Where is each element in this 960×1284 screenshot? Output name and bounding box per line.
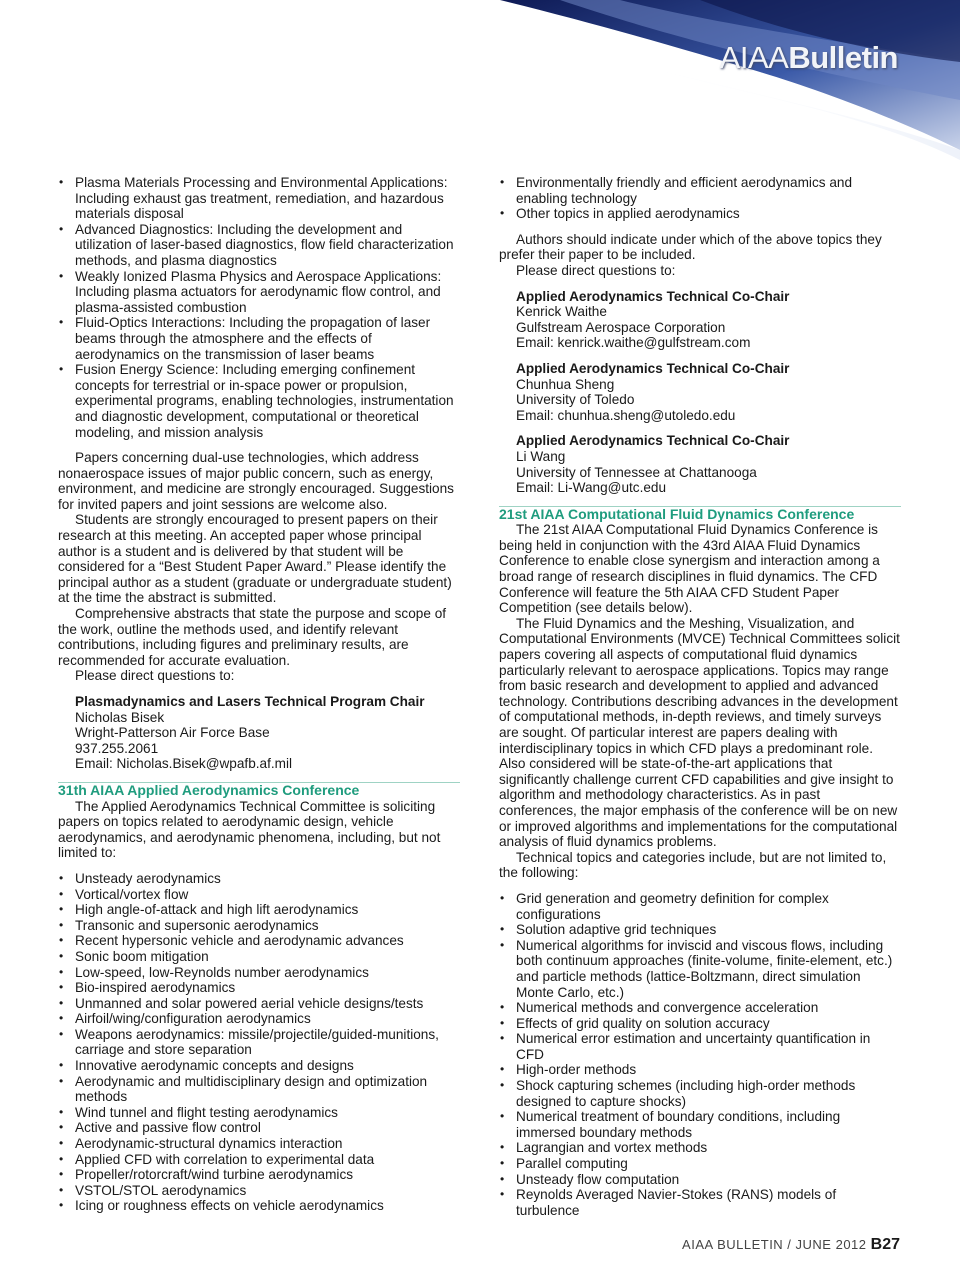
list-item: • Numerical methods and convergence acceleration [499,1000,901,1016]
list-item: • Fluid-Optics Interactions: Including the propagation of laser beams through the atmosphere and the effects of aerodynamics on the transmission of laser beams [58,315,460,362]
list-item: • Numerical algorithms for inviscid and viscous flows, including both continuum approaches (finite-volume, finite-element, etc.) and particle methods (lattice-Boltzmann, direct simulation Monte Carlo, etc.) [499,938,901,1000]
list-item: • Aerodynamic-structural dynamics interaction [58,1136,460,1152]
right-column [499,175,901,1218]
list-item: • Weapons aerodynamics: missile/projectile/guided-munitions, carriage and store separation [58,1027,460,1058]
contact-email[interactable]: Email: Nicholas.Bisek@wpafb.af.mil [75,756,293,772]
list-item: • Innovative aerodynamic concepts and designs [58,1058,460,1074]
paragraph: Please direct questions to: [75,668,235,684]
brand-title [720,40,898,76]
plasma-topics-list [58,175,460,440]
list-item: • Lagrangian and vortex methods [499,1140,901,1156]
contact-email[interactable]: Email: chunhua.sheng@utoledo.edu [516,407,736,423]
list-item: • Reynolds Averaged Navier-Stokes (RANS) models of turbulence [499,1187,901,1218]
brand-prefix: AIAA [719,40,789,75]
list-item: • Transonic and supersonic aerodynamics [58,918,460,934]
contact-block [499,361,901,423]
list-item: • Unsteady flow computation [499,1172,901,1188]
page-header [0,0,960,160]
list-item: • Recent hypersonic vehicle and aerodynamic advances [58,933,460,949]
list-item: • Environmentally friendly and efficient aerodynamics and enabling technology [499,175,901,206]
list-item: • High angle-of-attack and high lift aerodynamics [58,902,460,918]
list-item: • Icing or roughness effects on vehicle aerodynamics [58,1198,460,1214]
contact-block [499,289,901,351]
paragraph: Authors should indicate under which of the above topics they prefer their paper to be included. [499,231,882,263]
header-swoosh-graphic [0,0,960,160]
list-item: • Wind tunnel and flight testing aerodynamics [58,1105,460,1121]
list-item: • Bio-inspired aerodynamics [58,980,460,996]
contact-name: Kenrick Waithe [516,304,607,320]
list-item: • Fusion Energy Science: Including emerging confinement concepts for terrestrial or in-space power or propulsion, experimental programs, enabling technologies, instrumentation and diagnostic development, computational or theoretical modeling, and mission analysis [58,362,460,440]
left-column [58,175,460,1214]
contact-email[interactable]: Email: Li-Wang@utc.edu [516,480,667,496]
contact-name: Nicholas Bisek [75,709,165,725]
list-item: • Grid generation and geometry definition for complex configurations [499,891,901,922]
contact-org: University of Tennessee at Chattanooga [516,464,757,480]
brand-suffix: Bulletin [788,40,898,75]
issue-label: AIAA BULLETIN / JUNE 2012 [682,1237,867,1252]
paragraph: The Applied Aerodynamics Technical Committee is soliciting papers on topics related to aerodynamic design, vehicle aerodynamics, and aerodynamic phenomena, including, but not limited to: [58,798,441,861]
list-item: • Weakly Ionized Plasma Physics and Aerospace Applications: Including plasma actuators for aerodynamic flow control, and plasma-assisted combustion [58,269,460,316]
paragraph: Comprehensive abstracts that state the purpose and scope of the work, outline the methods used, and identify relevant contributions, including figures and preliminary results, are recommended for accurate evaluation. [58,606,447,668]
list-item: • Solution adaptive grid techniques [499,922,901,938]
list-item: • Unmanned and solar powered aerial vehicle designs/tests [58,996,460,1012]
list-item: • Vortical/vortex flow [58,887,460,903]
list-item: • VSTOL/STOL aerodynamics [58,1183,460,1199]
contact-email[interactable]: Email: kenrick.waithe@gulfstream.com [516,335,751,351]
aerodynamics-topics-list [58,871,460,1214]
paragraph: Technical topics and categories include, but are not limited to, the following: [499,849,887,881]
page-number: B27 [870,1236,900,1253]
list-item: • High-order methods [499,1062,901,1078]
contact-org: Gulfstream Aerospace Corporation [516,319,726,335]
contact-role: Applied Aerodynamics Technical Co-Chair [516,360,790,376]
list-item: • Unsteady aerodynamics [58,871,460,887]
cfd-topics-list [499,891,901,1218]
paragraph: Please direct questions to: [516,262,676,278]
contact-name: Chunhua Sheng [516,376,615,392]
contact-org: Wright-Patterson Air Force Base [75,725,270,741]
list-item: • Applied CFD with correlation to experimental data [58,1152,460,1168]
contact-role: Plasmadynamics and Lasers Technical Program Chair [75,694,425,709]
list-item: • Numerical treatment of boundary conditions, including immersed boundary methods [499,1109,901,1140]
contact-role: Applied Aerodynamics Technical Co-Chair [516,288,790,304]
list-item: • Parallel computing [499,1156,901,1172]
paragraph: The Fluid Dynamics and the Meshing, Visualization, and Computational Environments (MVCE) Technical Committees solicit papers covering all aspects of computational fluid dynamics particularly relevant to aerospace applications. Topics may range from basic research and development to applied and advanced technology. Contributions describing advances in the development of computational methods, in-depth reviews, and timely surveys are sought. Of particular interest are papers dealing with interdisciplinary topics in which CFD plays a predominant role. Also considered will be state-of-the-art applications that significantly challenge current CFD capabilities and give insight to algorithm and methodology characteristics. As in past conferences, the major emphasis of the conference will be on new or improved algorithms and implementations for the computational analysis of fluid dynamics problems. [499,615,900,850]
paragraph: Papers concerning dual-use technologies, which address nonaerospace issues of major public concern, such as energy, environment, and medicine are strongly encouraged. Suggestions for invited papers and joint sessions are welcome also. [58,450,454,512]
list-item: • Plasma Materials Processing and Environmental Applications: Including exhaust gas treatment, remediation, and hazardous materials disposal [58,175,460,222]
list-item: • Advanced Diagnostics: Including the development and utilization of laser-based diagnostics, flow field characterization methods, and plasma diagnostics [58,222,460,269]
list-item: • Airfoil/wing/configuration aerodynamics [58,1011,460,1027]
aerodynamics-topics-continued-list [499,175,901,222]
list-item: • Shock capturing schemes (including high-order methods designed to capture shocks) [499,1078,901,1109]
paragraph: The 21st AIAA Computational Fluid Dynamics Conference is being held in conjunction with the 43rd AIAA Fluid Dynamics Conference to enable close synergism and interaction among a broad range of research disciplines in fluid dynamics. The CFD Conference will feature the 5th AIAA CFD Student Paper Competition (see details below). [499,522,880,616]
contact-phone: 937.255.2061 [75,740,159,756]
page-footer [682,1236,900,1254]
list-item: • Other topics in applied aerodynamics [499,206,901,222]
list-item: • Low-speed, low-Reynolds number aerodynamics [58,965,460,981]
list-item: • Aerodynamic and multidisciplinary design and optimization methods [58,1074,460,1105]
contact-block [499,433,901,495]
list-item: • Effects of grid quality on solution accuracy [499,1016,901,1032]
section-heading: 31th AIAA Applied Aerodynamics Conference [58,782,460,799]
contact-block [58,694,460,772]
list-item: • Propeller/rotorcraft/wind turbine aerodynamics [58,1167,460,1183]
list-item: • Active and passive flow control [58,1120,460,1136]
section-heading: 21st AIAA Computational Fluid Dynamics Conference [499,506,901,523]
contact-org: University of Toledo [516,392,635,408]
list-item: • Sonic boom mitigation [58,949,460,965]
contact-role: Applied Aerodynamics Technical Co-Chair [516,433,790,449]
paragraph: Students are strongly encouraged to present papers on their research at this meeting. An accepted paper whose principal author is a student and is delivered by that student will be considered for a “Best Student Paper Award.” Please identify the principal author as a student (graduate or undergraduate student) at the time the abstract is submitted. [58,512,452,606]
list-item: • Numerical error estimation and uncertainty quantification in CFD [499,1031,901,1062]
contact-name: Li Wang [516,448,566,464]
